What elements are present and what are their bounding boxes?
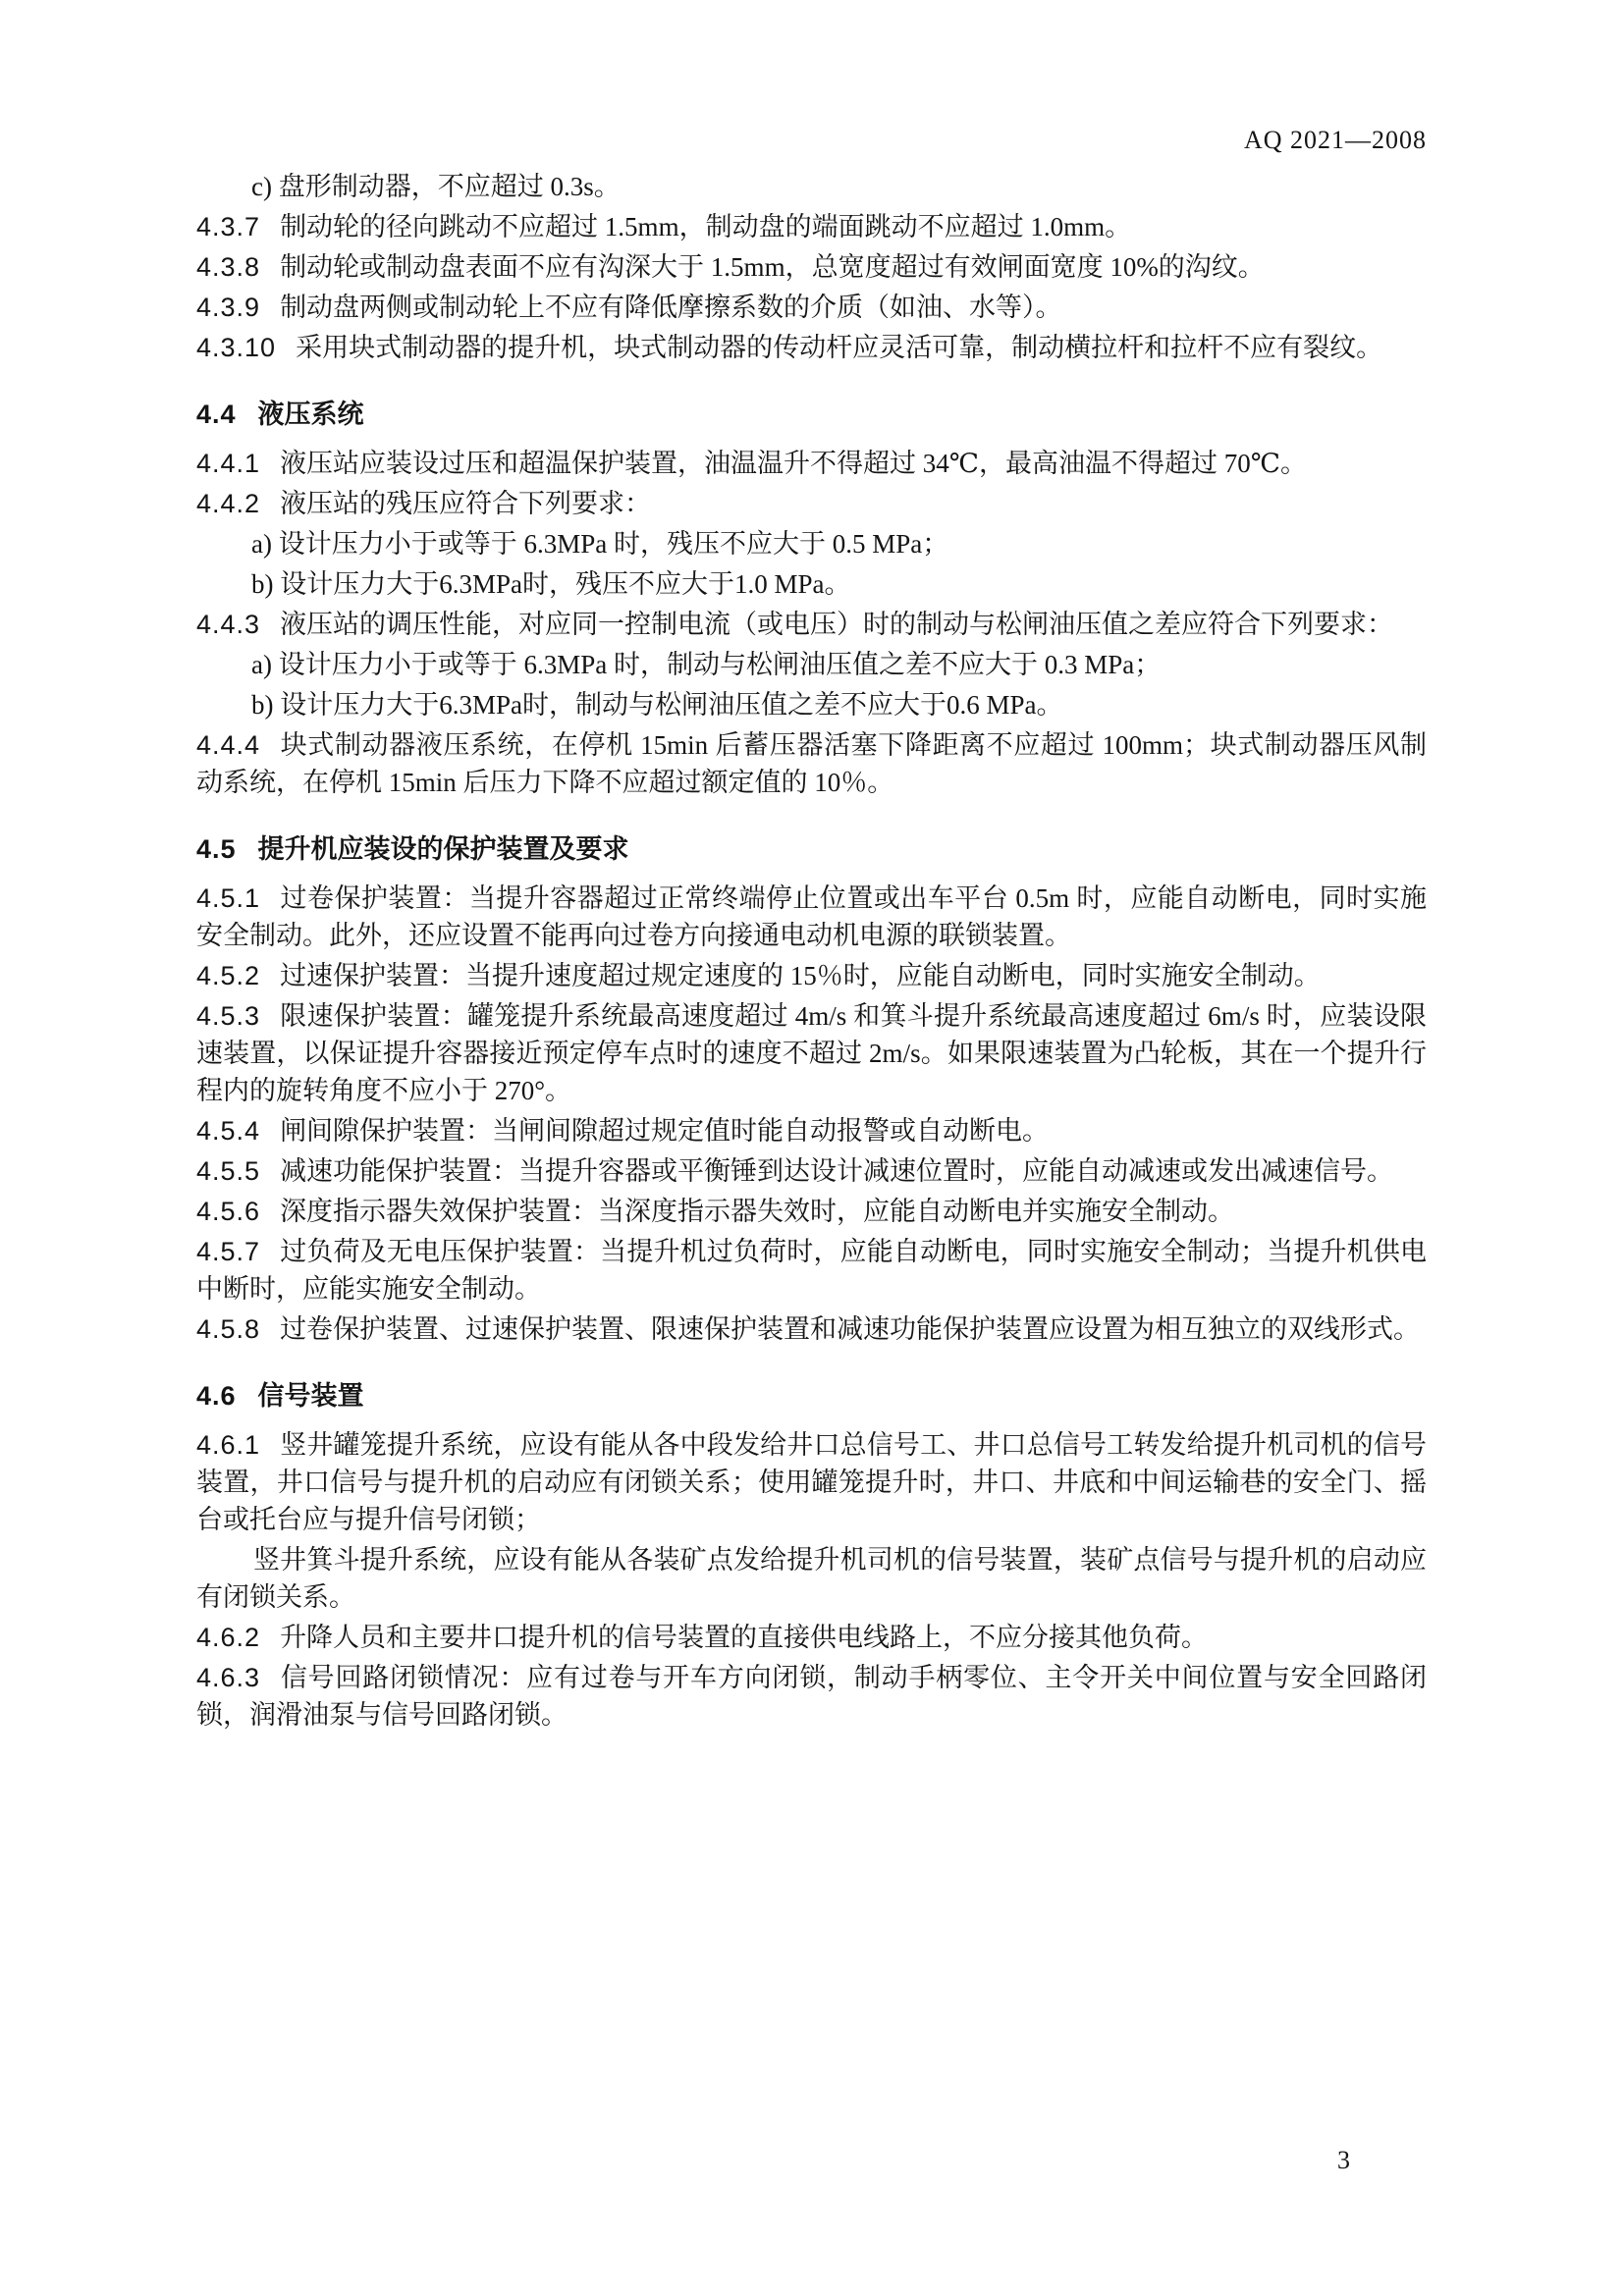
clause-number: 4.4.4 (196, 730, 261, 760)
clause-number: 4.5.5 (196, 1156, 261, 1186)
body-text: 块式制动器液压系统，在停机 15min 后蓄压器活塞下降距离不应超过 100mm；块式制动器压风制动系统，在停机 15min 后压力下降不应超过额定值的 10％。 (196, 730, 1427, 797)
list-item (196, 686, 1427, 723)
clause-paragraph (196, 1310, 1427, 1348)
clause-number: 4.6.3 (196, 1663, 261, 1692)
section-heading (196, 1377, 1427, 1415)
clause-paragraph (196, 485, 1427, 522)
clause-paragraph (196, 289, 1427, 326)
body-text: 过速保护装置：当提升速度超过规定速度的 15％时，应能自动断电，同时实施安全制动。 (280, 961, 1321, 990)
body-text: 信号回路闭锁情况：应有过卷与开车方向闭锁，制动手柄零位、主令开关中间位置与安全回路闭锁，润滑油泵与信号回路闭锁。 (196, 1663, 1427, 1730)
body-text: c) 盘形制动器，不应超过 0.3s。 (251, 172, 621, 201)
clause-number: 4.5.2 (196, 961, 261, 990)
document-code-header: AQ 2021—2008 (1243, 126, 1427, 154)
clause-paragraph (196, 997, 1427, 1109)
clause-number: 4.4.1 (196, 449, 261, 478)
body-text: 竖井罐笼提升系统，应设有能从各中段发给井口总信号工、井口总信号工转发给提升机司机的信号装置，井口信号与提升机的启动应有闭锁关系；使用罐笼提升时，井口、井底和中间运输巷的安全门、摇台或托台应与提升信号闭锁； (196, 1430, 1427, 1534)
clause-number: 4.3.7 (196, 212, 261, 241)
body-text: 液压站的调压性能，对应同一控制电流（或电压）时的制动与松闸油压值之差应符合下列要求： (280, 610, 1394, 639)
body-text: 液压站应装设过压和超温保护装置，油温温升不得超过 34℃，最高油温不得超过 70℃。 (280, 449, 1307, 478)
section-title: 液压系统 (257, 400, 364, 429)
section-number: 4.6 (196, 1381, 237, 1411)
body-text: 液压站的残压应符合下列要求： (280, 489, 652, 518)
clause-paragraph (196, 329, 1427, 366)
clause-paragraph (196, 1152, 1427, 1190)
body-text: 过卷保护装置、过速保护装置、限速保护装置和减速功能保护装置应设置为相互独立的双线形式。 (280, 1314, 1421, 1344)
clause-paragraph (196, 445, 1427, 482)
clause-number: 4.5.7 (196, 1237, 261, 1266)
clause-paragraph (196, 208, 1427, 245)
body-text: 深度指示器失效保护装置：当深度指示器失效时，应能自动断电并实施安全制动。 (280, 1197, 1235, 1226)
clause-number: 4.6.1 (196, 1430, 261, 1460)
paragraph (196, 1541, 1427, 1616)
section-title: 提升机应装设的保护装置及要求 (257, 834, 629, 864)
list-item (196, 565, 1427, 603)
section-heading (196, 830, 1427, 868)
clause-number: 4.5.8 (196, 1314, 261, 1344)
body-text: 限速保护装置：罐笼提升系统最高速度超过 4m/s 和箕斗提升系统最高速度超过 6m/s 时，应装设限速装置，以保证提升容器接近预定停车点时的速度不超过 2m/s。如果限速装置为凸轮板，其在一个提升行程内的旋转角度不应小于 270°。 (196, 1001, 1427, 1105)
clause-number: 4.4.2 (196, 489, 261, 518)
list-item (196, 168, 1427, 205)
body-text: 过卷保护装置：当提升容器超过正常终端停止位置或出车平台 0.5m 时，应能自动断电，同时实施安全制动。此外，还应设置不能再向过卷方向接通电动机电源的联锁装置。 (196, 883, 1427, 950)
clause-paragraph (196, 606, 1427, 643)
body-text: b) 设计压力大于6.3MPa时，制动与松闸油压值之差不应大于0.6 MPa。 (251, 690, 1063, 720)
clause-number: 4.3.8 (196, 252, 261, 282)
clause-number: 4.5.3 (196, 1001, 261, 1031)
section-number: 4.5 (196, 834, 237, 864)
clause-paragraph (196, 1426, 1427, 1538)
clause-number: 4.5.4 (196, 1116, 261, 1146)
clause-number: 4.5.1 (196, 883, 261, 913)
body-text: b) 设计压力大于6.3MPa时，残压不应大于1.0 MPa。 (251, 569, 851, 599)
body-text: 竖井箕斗提升系统，应设有能从各装矿点发给提升机司机的信号装置，装矿点信号与提升机的启动应有闭锁关系。 (196, 1545, 1427, 1612)
body-text: 升降人员和主要井口提升机的信号装置的直接供电线路上，不应分接其他负荷。 (280, 1623, 1209, 1652)
clause-paragraph (196, 957, 1427, 994)
page-number: 3 (1337, 2146, 1350, 2174)
clause-paragraph (196, 1193, 1427, 1230)
clause-paragraph (196, 1233, 1427, 1308)
body-text: 过负荷及无电压保护装置：当提升机过负荷时，应能自动断电，同时实施安全制动；当提升机供电中断时，应能实施安全制动。 (196, 1237, 1427, 1304)
body-text: 制动盘两侧或制动轮上不应有降低摩擦系数的介质（如油、水等）。 (280, 293, 1062, 322)
body-text: 闸间隙保护装置：当闸间隙超过规定值时能自动报警或自动断电。 (280, 1116, 1050, 1146)
clause-number: 4.3.9 (196, 293, 261, 322)
clause-paragraph (196, 1659, 1427, 1734)
list-item (196, 525, 1427, 562)
section-title: 信号装置 (257, 1381, 364, 1411)
clause-paragraph (196, 1112, 1427, 1149)
clause-number: 4.6.2 (196, 1623, 261, 1652)
document-body (196, 165, 1427, 1736)
section-number: 4.4 (196, 400, 237, 429)
body-text: 制动轮或制动盘表面不应有沟深大于 1.5mm，总宽度超过有效闸面宽度 10%的沟纹。 (280, 252, 1265, 282)
clause-number: 4.5.6 (196, 1197, 261, 1226)
list-item (196, 646, 1427, 683)
clause-paragraph (196, 248, 1427, 286)
clause-number: 4.4.3 (196, 610, 261, 639)
body-text: 减速功能保护装置：当提升容器或平衡锤到达设计减速位置时，应能自动减速或发出减速信号。 (280, 1156, 1394, 1186)
body-text: 采用块式制动器的提升机，块式制动器的传动杆应灵活可靠，制动横拉杆和拉杆不应有裂纹。 (296, 333, 1383, 362)
body-text: a) 设计压力小于或等于 6.3MPa 时，制动与松闸油压值之差不应大于 0.3 MPa； (251, 650, 1162, 679)
clause-number: 4.3.10 (196, 333, 277, 362)
clause-paragraph (196, 1619, 1427, 1656)
body-text: a) 设计压力小于或等于 6.3MPa 时，残压不应大于 0.5 MPa； (251, 529, 949, 559)
clause-paragraph (196, 880, 1427, 954)
body-text: 制动轮的径向跳动不应超过 1.5mm，制动盘的端面跳动不应超过 1.0mm。 (280, 212, 1132, 241)
clause-paragraph (196, 726, 1427, 801)
section-heading (196, 396, 1427, 433)
